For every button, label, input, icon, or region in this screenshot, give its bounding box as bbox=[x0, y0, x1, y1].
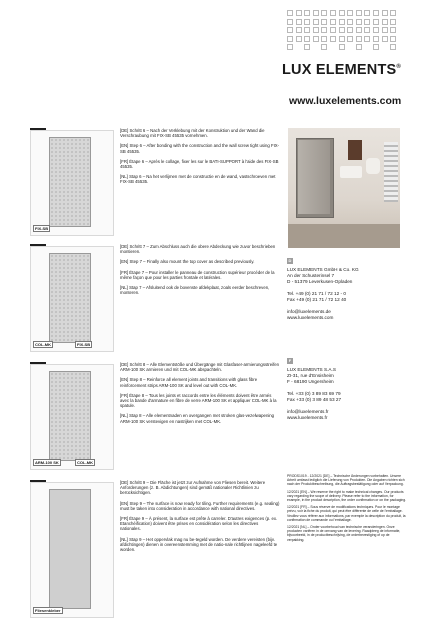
legal-paragraph: 12/2021 [EN] – We reserve the right to make technical changes. Our products vary regarding the scope of delivery. Please refer to the information, for example, in the product description, the order confirmation or on the packaging. bbox=[287, 489, 407, 503]
logo-square bbox=[373, 19, 379, 25]
legal-paragraph: 12/2021 [NL] – Onder voorbehoud van technische veranderingen. Onze producten variëren in de omvang van de levering. Raadpleeg de informatie, bijvoorbeeld, in de productbeschrijving, de orderbevestiging of op de verpakking. bbox=[287, 525, 401, 542]
material-label: Fliesenkleber bbox=[35, 608, 61, 613]
wall-element bbox=[49, 371, 91, 461]
step-illustration bbox=[30, 364, 114, 470]
logo-square bbox=[347, 10, 353, 16]
step-illustration bbox=[30, 482, 114, 618]
legal-paragraph: 12/2021 [FR] – Sous réserve de modifications techniques. Pour le montage prévu, voir la fiche du produit, qui peut être différente de celle de l'emballage. Veuillez vous référer aux informations, par exemple la description du produit, la confirmation de commande ou l'emballage. bbox=[287, 505, 406, 522]
logo-square bbox=[287, 44, 293, 50]
logo-square bbox=[304, 27, 310, 33]
bathroom-photo bbox=[288, 128, 400, 248]
logo-square bbox=[347, 36, 353, 42]
brand-name: LUX ELEMENTS® bbox=[282, 62, 402, 78]
logo-square bbox=[382, 36, 388, 42]
logo-square bbox=[339, 44, 345, 50]
step-text-fr: [FR] Étape 8 – Tous les joints et raccords entre les éléments doivent être armés avec la bande d'armature en fibre de verre ARM-100 SK et appliquer COL-MK à la spatule. bbox=[120, 392, 277, 409]
step-text-nl: [NL] Stap 7 – Afsluitend ook de bovenste afdekplaat, zoals eerder beschreven, monteren. bbox=[120, 285, 270, 296]
step-text-de: [DE] Schritt 7 – Zum Abschluss auch die obere Abdeckung wie zuvor beschrieben montieren. bbox=[120, 244, 276, 255]
material-label: COL-MK bbox=[77, 460, 93, 465]
logo-square bbox=[330, 10, 336, 16]
step-text-de: [DE] Schritt 9 – Die Fläche ist jetzt zur Aufnahme von Fliesen bereit. Weitere Anforderungen (z. B. Abdichtungen) sind gemäß nationaler Richtlinien zu berücksichtigen. bbox=[120, 480, 266, 496]
brand-url[interactable]: www.luxelements.com bbox=[289, 95, 402, 107]
flag-d: D bbox=[288, 258, 292, 263]
logo-square bbox=[390, 27, 396, 33]
logo-square bbox=[313, 19, 319, 25]
contact-line: Tel. +33 (0) 3 89 83 69 79 bbox=[287, 391, 341, 396]
step-illustration bbox=[30, 130, 114, 236]
logo-square bbox=[390, 10, 396, 16]
material-label: FIX-SB bbox=[35, 226, 49, 231]
contact-line[interactable]: www.luxelements.fr bbox=[287, 415, 328, 420]
logo-square bbox=[287, 27, 293, 33]
logo-square bbox=[321, 36, 327, 42]
contact-line: ZI-31, rue d'Ensisheim bbox=[287, 373, 334, 378]
logo-square bbox=[339, 19, 345, 25]
logo-square bbox=[304, 36, 310, 42]
logo-square bbox=[373, 10, 379, 16]
logo-square bbox=[364, 19, 370, 25]
logo-square bbox=[356, 27, 362, 33]
logo-square bbox=[347, 27, 353, 33]
wall-element bbox=[49, 137, 91, 227]
contact-line: D - 51379 Leverkusen-Opladen bbox=[287, 279, 353, 284]
logo-square bbox=[356, 36, 362, 42]
step-text-de: [DE] Schritt 6 – Nach der Verklebung mit der Konstruktion und der Wand die Verschraubung mit FIX-SB 45535 vornehmen. bbox=[120, 128, 265, 139]
logo-square bbox=[321, 10, 327, 16]
logo-grid bbox=[287, 10, 399, 54]
logo-square bbox=[296, 36, 302, 42]
logo-square bbox=[364, 10, 370, 16]
material-label: FIX-SB bbox=[77, 342, 91, 347]
logo-square bbox=[373, 36, 379, 42]
logo-square bbox=[313, 10, 319, 16]
step-text-fr: [FR] Étape 7 – Pour installer le panneau de construction supérieur procéder de la même façon que pour les parties frontale et latérales. bbox=[120, 269, 275, 280]
step-text-en: [EN] Step 9 – The surface is now ready for tiling. Further requirements (e.g. sealing) must be taken into consideration in accordance with national directives. bbox=[120, 500, 280, 511]
logo-square bbox=[339, 27, 345, 33]
logo-square bbox=[382, 10, 388, 16]
logo-square bbox=[287, 19, 293, 25]
legal-paragraph: PRODS1019 - 12/2021 [DE] – Technische Änderungen vorbehalten. Unsere Arbeit umfasst lediglich die Lieferung von Produkten. Die Angaben richten sich nach der Produktbeschreibung, die Auftragsbestätigung oder auf Verpackung. bbox=[287, 474, 405, 487]
contact-line: LUX ELEMENTS S.A.S bbox=[287, 367, 336, 372]
logo-square bbox=[330, 27, 336, 33]
contact-line: Tel. +49 (0) 21 71 / 72 12 - 0 bbox=[287, 291, 347, 296]
logo-square bbox=[287, 10, 293, 16]
step-text-nl: [NL] Stap 6 – Na het verlijmen met de constructie en de wand, vastschroeven met FIX-SB 45535. bbox=[120, 174, 276, 185]
logo-square bbox=[373, 27, 379, 33]
contact-line: An der Schusterinsel 7 bbox=[287, 273, 335, 278]
logo-square bbox=[382, 27, 388, 33]
logo-square bbox=[390, 44, 396, 50]
contact-line[interactable]: www.luxelements.com bbox=[287, 315, 334, 320]
step-text-nl: [NL] Stap 9 – Het oppervlak mag nu be-tegeld worden. De verdere vereisten (bijv. afdichtingen) dienen in overeenstemming met de natio-nale richtlijnen nageleefd te worden. bbox=[120, 536, 278, 553]
step-text bbox=[120, 244, 280, 300]
contact-line[interactable]: info@luxelements.de bbox=[287, 309, 331, 314]
logo-square bbox=[321, 44, 327, 50]
logo-square bbox=[356, 44, 362, 50]
logo-square bbox=[373, 44, 379, 50]
logo-square bbox=[287, 36, 293, 42]
logo-square bbox=[356, 19, 362, 25]
logo-square bbox=[390, 36, 396, 42]
logo-square bbox=[296, 10, 302, 16]
material-label: COL-MK bbox=[35, 342, 51, 347]
step-text bbox=[120, 362, 280, 429]
contact-germany bbox=[287, 258, 407, 321]
logo-square bbox=[304, 19, 310, 25]
contact-france bbox=[287, 358, 407, 421]
logo-square bbox=[364, 27, 370, 33]
step-text-en: [EN] Step 7 – Finally also mount the top cover as described previously. bbox=[120, 259, 255, 265]
wall-element bbox=[49, 489, 91, 609]
logo-square bbox=[313, 36, 319, 42]
logo-square bbox=[304, 10, 310, 16]
logo-square bbox=[356, 10, 362, 16]
step-text-nl: [NL] Stap 8 – Alle elementnaden en overgangen met stroken glas-vezelwapening ARM-100 SK verstevigen en nastrijken met COL-MK. bbox=[120, 413, 275, 424]
step-text-en: [EN] Step 8 – Reinforce all element joints and transitions with glass fibre reinforcement strips ARM-100 SK and level out with COL-MK. bbox=[120, 377, 258, 388]
logo-square bbox=[339, 36, 345, 42]
logo-square bbox=[321, 27, 327, 33]
contact-line: Fax +49 (0) 21 71 / 72 12 40 bbox=[287, 297, 347, 302]
logo-square bbox=[330, 36, 336, 42]
flag-f: F bbox=[288, 358, 292, 363]
contact-line: Fax +33 (0) 3 89 48 53 27 bbox=[287, 397, 342, 402]
logo-square bbox=[339, 10, 345, 16]
material-label: ARM-100 SK bbox=[35, 460, 59, 465]
contact-line: F - 68190 Ungersheim bbox=[287, 379, 334, 384]
logo-square bbox=[321, 19, 327, 25]
step-text bbox=[120, 128, 280, 190]
logo-square bbox=[347, 19, 353, 25]
step-illustration bbox=[30, 246, 114, 352]
contact-line[interactable]: info@luxelements.fr bbox=[287, 409, 329, 414]
logo-square bbox=[382, 19, 388, 25]
logo-square bbox=[390, 19, 396, 25]
wall-element bbox=[49, 253, 91, 343]
step-text bbox=[120, 480, 280, 557]
step-text-en: [EN] Step 6 – After bonding with the construction and the wall screw tight using FIX-SB 45535. bbox=[120, 143, 280, 154]
logo-square bbox=[313, 27, 319, 33]
contact-line: LUX ELEMENTS GmbH & Co. KG bbox=[287, 267, 359, 272]
step-text-fr: [FR] Étape 6 – Après le collage, fixer les sur le BATI-SUPPORT à l'aide des FIX-SB 45535. bbox=[120, 158, 279, 170]
legal-notice bbox=[287, 474, 407, 545]
logo-square bbox=[330, 19, 336, 25]
logo-square bbox=[296, 19, 302, 25]
logo-square bbox=[296, 27, 302, 33]
step-text-fr: [FR] Étape 9 – À présent, la surface est prête à carreler. D'autres exigences (p. ex. Etanchéification) doivent être prises en considération selon les directives nationales. bbox=[120, 516, 278, 532]
step-text-de: [DE] Schritt 8 – Alle Elementstöße und Übergänge mit Glasfaser-armierungsstreifen ARM-100 SK armieren und mit COL-MK abspachteln. bbox=[120, 362, 280, 373]
logo-square bbox=[364, 36, 370, 42]
logo-square bbox=[304, 44, 310, 50]
